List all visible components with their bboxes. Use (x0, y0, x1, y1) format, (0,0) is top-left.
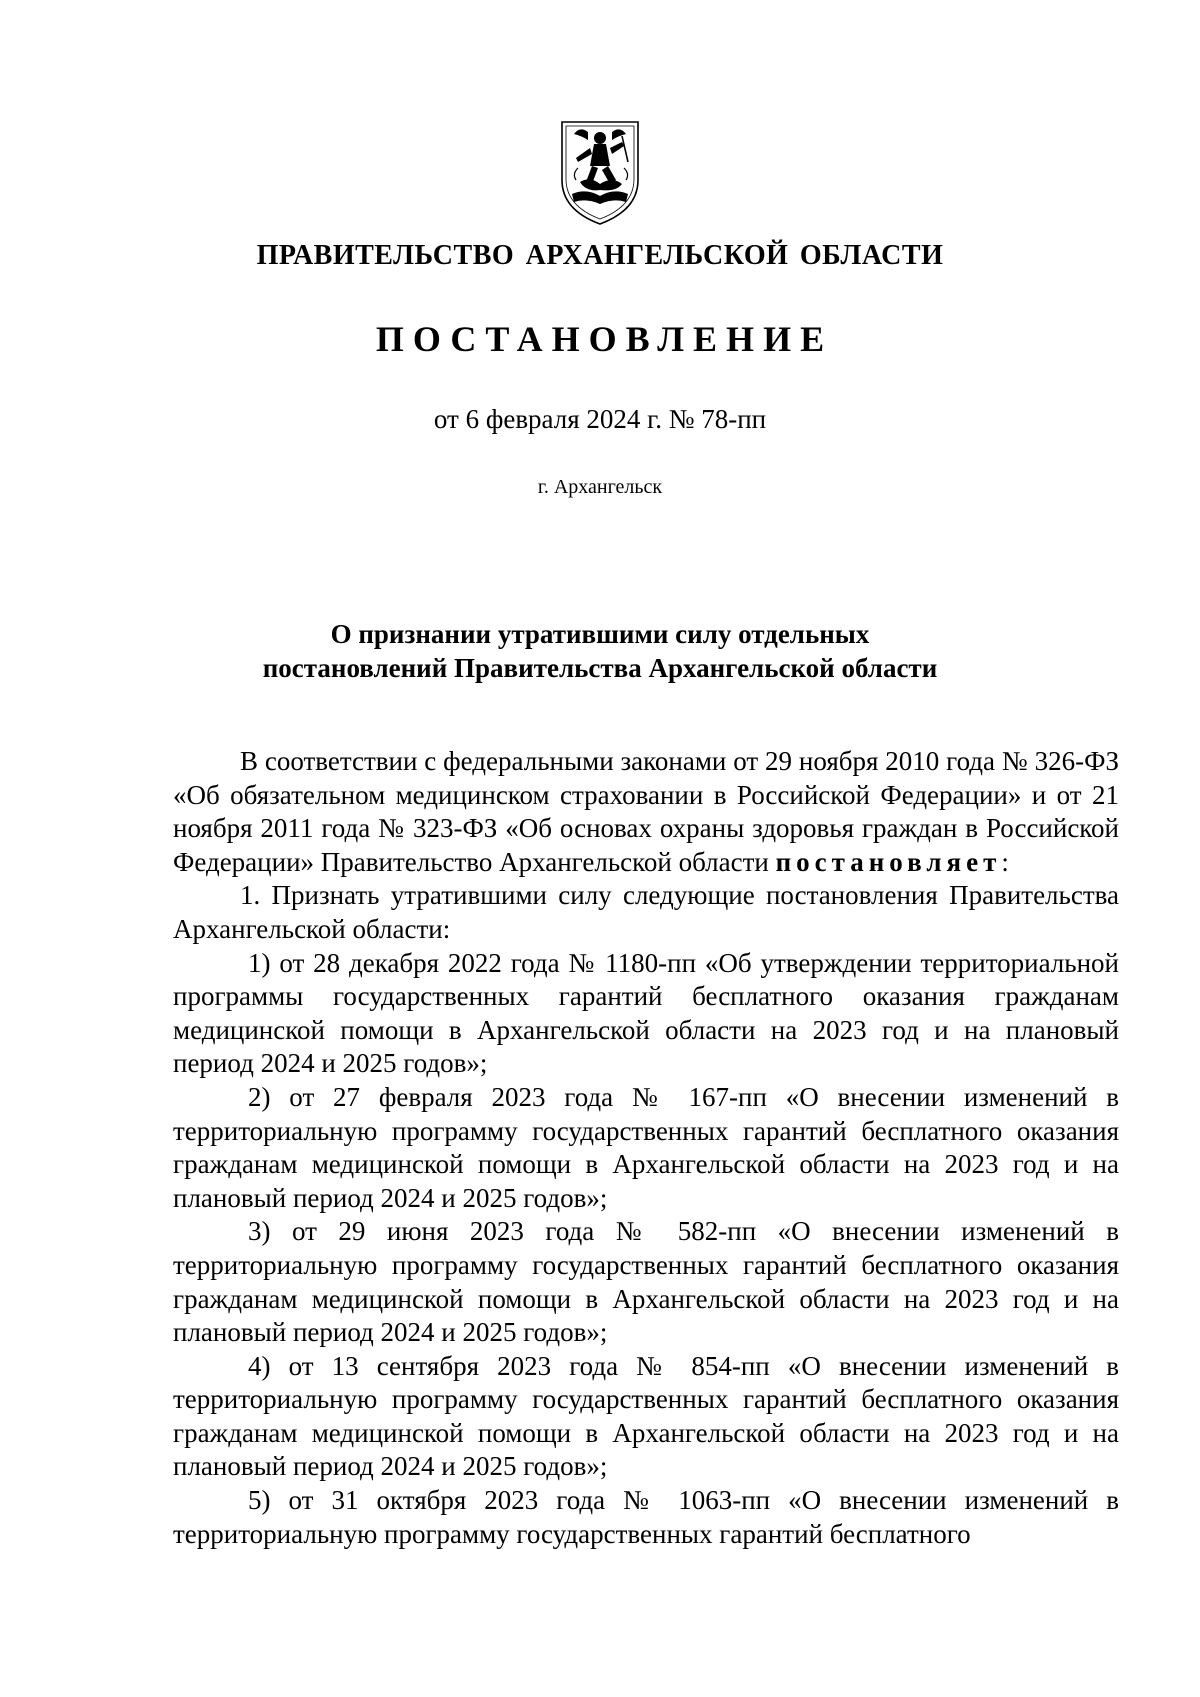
subject-line-1: О признании утратившими силу отдельных (330, 619, 870, 649)
subject-line-2: постановлений Правительства Архангельской области (262, 653, 938, 683)
government-title: ПРАВИТЕЛЬСТВО АРХАНГЕЛЬСКОЙ ОБЛАСТИ (256, 240, 944, 271)
coat-of-arms-icon (558, 118, 642, 228)
list-item: 1) от 28 декабря 2022 года № 1180-пп «Об утверждении территориальной программы государственных гарантий бесплатного оказания гражданам медицинской помощи в Архангельской области на 2023 год и на плановый период 2024 и 2025 годов»; (173, 947, 1119, 1079)
document-subject (0, 617, 1200, 685)
preamble-colon: : (1001, 846, 1009, 877)
preamble-paragraph (173, 745, 1119, 879)
point-1-paragraph: 1. Признать утратившими силу следующие постановления Правительства Архангельской области: (173, 880, 1119, 944)
list-item: 2) от 27 февраля 2023 года № 167-пп «О внесении изменений в территориальную программу государственных гарантий бесплатного оказания гражданам медицинской помощи в Архангельской области на 2023 год и на плановый период 2024 и 2025 годов»; (173, 1081, 1119, 1213)
document-body (173, 745, 1119, 1551)
decree-word: постановляет (775, 846, 1002, 877)
preamble-text: В соответствии с федеральными законами от 29 ноября 2010 года № 326-ФЗ «Об обязательном медицинском страховании в Российской Федерации» и от 21 ноября 2011 года № 323-ФЗ «Об основах охраны здоровья граждан в Российской Федерации» Правительство Архангельской области (173, 746, 1119, 877)
document-date-number: от 6 февраля 2024 г. № 78-пп (433, 404, 767, 434)
document-type-title: ПОСТАНОВЛЕНИЕ (375, 319, 834, 359)
document-city: г. Архангельск (537, 476, 663, 498)
list-item: 4) от 13 сентября 2023 года № 854-пп «О внесении изменений в территориальную программу государственных гарантий бесплатного оказания гражданам медицинской помощи в Архангельской области на 2023 год и на плановый период 2024 и 2025 годов»; (173, 1350, 1119, 1482)
list-item: 5) от 31 октября 2023 года № 1063-пп «О внесении изменений в территориальную программу государственных гарантий бесплатного (173, 1485, 1119, 1549)
list-item: 3) от 29 июня 2023 года № 582-пп «О внесении изменений в территориальную программу государственных гарантий бесплатного оказания гражданам медицинской помощи в Архангельской области на 2023 год и на плановый период 2024 и 2025 годов»; (173, 1216, 1119, 1348)
